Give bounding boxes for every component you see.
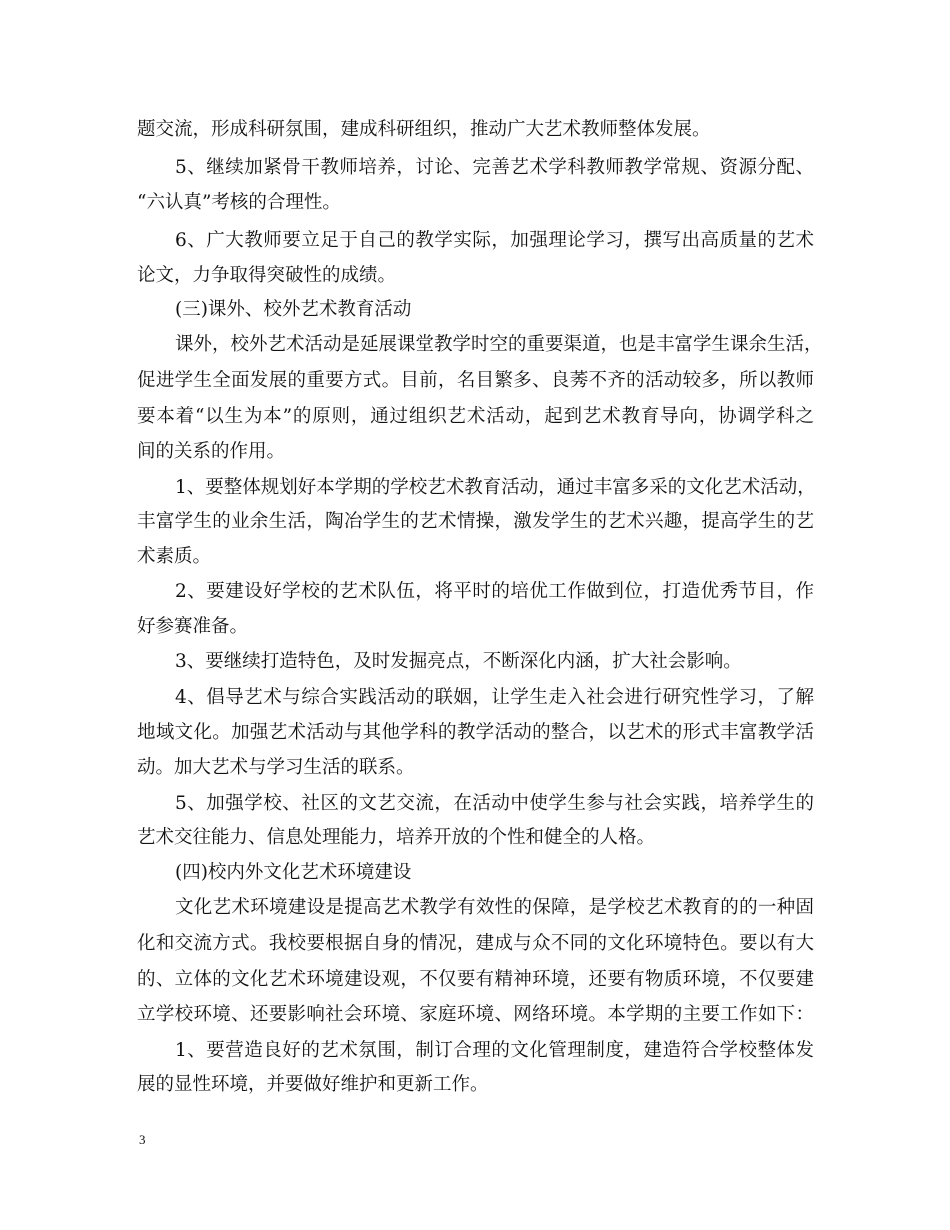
section-heading: (四)校内外文化艺术环境建设 <box>175 862 412 883</box>
text-line: 课外，校外艺术活动是延展课堂教学时空的重要渠道，也是丰富学生课余生活， <box>175 334 823 355</box>
text-line: 化和交流方式。我校要根据自身的情况，建成与众不同的文化环境特色。要以有大 <box>137 933 814 954</box>
text-line: 5、继续加紧骨干教师培养，讨论、完善艺术学科教师教学常规、资源分配、 <box>175 157 814 178</box>
text-line: 间的关系的作用。 <box>137 441 286 462</box>
text-line: 动。加大艺术与学习生活的联系。 <box>137 757 415 778</box>
text-line: 1、要营造良好的艺术氛围，制订合理的文化管理制度，建造符合学校整体发 <box>175 1040 814 1061</box>
text-line: 促进学生全面发展的重要方式。目前，名目繁多、良莠不齐的活动较多，所以教师 <box>137 370 814 391</box>
section-heading: (三)课外、校外艺术教育活动 <box>175 299 412 320</box>
text-line: 的、立体的文化艺术环境建设观，不仅要有精神环境，还要有物质环境，不仅要建 <box>137 969 814 990</box>
text-line: 题交流，形成科研氛围，建成科研组织，推动广大艺术教师整体发展。 <box>137 119 711 140</box>
text-line: “六认真”考核的合理性。 <box>137 192 341 213</box>
text-line: 6、广大教师要立足于自己的教学实际，加强理论学习，撰写出高质量的艺术 <box>175 230 814 251</box>
text-line: 论文，力争取得突破性的成绩。 <box>137 265 397 286</box>
text-line: 文化艺术环境建设是提高艺术教学有效性的保障，是学校艺术教育的的一种固 <box>175 897 814 918</box>
text-line: 艺术交往能力、信息处理能力，培养开放的个性和健全的人格。 <box>137 827 656 848</box>
text-line: 3、要继续打造特色，及时发掘亮点，不断深化内涵，扩大社会影响。 <box>175 651 742 672</box>
text-line: 2、要建设好学校的艺术队伍，将平时的培优工作做到位，打造优秀节目，作 <box>175 581 814 602</box>
text-line: 要本着“以生为本”的原则，通过组织艺术活动，起到艺术教育导向，协调学科之 <box>137 406 814 427</box>
text-line: 术素质。 <box>137 546 212 567</box>
text-line: 立学校环境、还要影响社会环境、家庭环境、网络环境。本学期的主要工作如下： <box>137 1004 814 1025</box>
text-line: 展的显性环境，并要做好维护和更新工作。 <box>137 1074 489 1095</box>
page-number: 3 <box>139 1132 146 1147</box>
text-line: 1、要整体规划好本学期的学校艺术教育活动，通过丰富多采的文化艺术活动， <box>175 477 816 498</box>
text-line: 4、倡导艺术与综合实践活动的联姻，让学生走入社会进行研究性学习，了解 <box>175 687 814 708</box>
text-line: 好参赛准备。 <box>137 616 249 637</box>
text-line: 5、加强学校、社区的文艺交流，在活动中使学生参与社会实践，培养学生的 <box>175 793 814 814</box>
text-line: 丰富学生的业余生活，陶冶学生的艺术情操，激发学生的艺术兴趣，提高学生的艺 <box>137 511 814 532</box>
text-line: 地域文化。加强艺术活动与其他学科的教学活动的整合，以艺术的形式丰富教学活 <box>137 722 814 743</box>
